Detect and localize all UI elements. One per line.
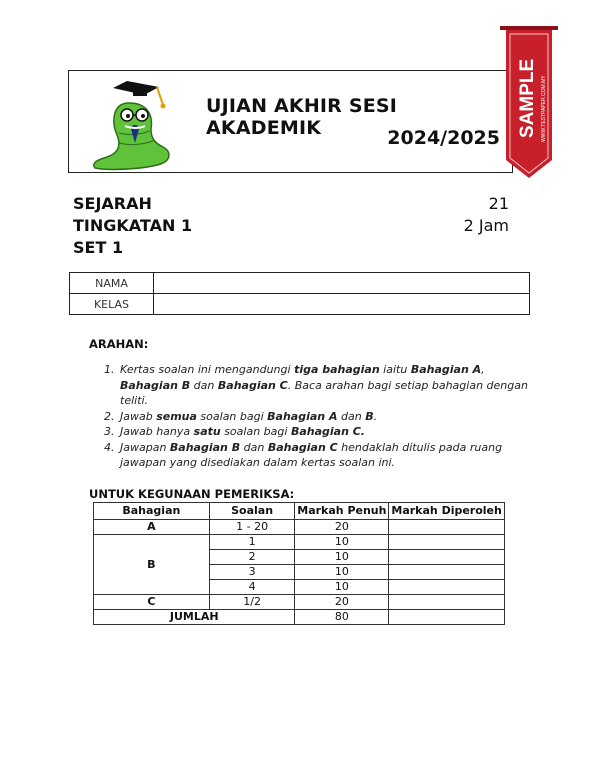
section-b-label: B: [94, 535, 210, 595]
section-a-label: A: [94, 520, 210, 535]
table-row: [94, 595, 505, 610]
instruction-text: . Baca arahan bagi setiap bahagian dengan teliti.: [120, 378, 528, 407]
instruction-text: Bahagian C: [267, 440, 338, 454]
subject-meta: [464, 193, 509, 237]
subject-block: [73, 193, 192, 259]
section-b-soalan: 3: [209, 565, 295, 580]
section-c-soalan: 1/2: [209, 595, 295, 610]
instruction-text: soalan bagi: [220, 425, 291, 438]
section-b-markah: 10: [295, 550, 389, 565]
instruction-text: ,: [481, 363, 485, 376]
instruction-text: semua: [156, 409, 197, 423]
table-header-row: [94, 503, 505, 520]
section-b-score-cell[interactable]: [389, 550, 505, 565]
name-field[interactable]: [154, 273, 530, 294]
examiner-heading: UNTUK KEGUNAAN PEMERIKSA:: [89, 487, 295, 501]
instruction-text: Bahagian C.: [290, 425, 365, 438]
instruction-text: Jawab: [120, 409, 157, 423]
ribbon-site: WWW.TESTPAPER.COM.MY: [541, 75, 547, 142]
instruction-text: Bahagian A: [410, 363, 482, 376]
section-c-markah: 20: [295, 595, 389, 610]
section-b-markah: 10: [295, 565, 389, 580]
exam-year: 2024/2025: [387, 127, 500, 149]
instruction-text: Kertas soalan ini mengandungi: [120, 363, 295, 376]
instruction-item: [118, 362, 528, 409]
name-label: NAMA: [70, 273, 154, 294]
instruction-text: Bahagian B: [120, 378, 191, 392]
section-a-soalan: 1 - 20: [209, 520, 295, 535]
instruction-text: Bahagian C: [217, 378, 288, 392]
instruction-text: .: [373, 409, 378, 423]
instruction-text: iaitu: [379, 363, 411, 376]
subject-set: SET 1: [73, 238, 124, 257]
subject-form: TINGKATAN 1: [73, 216, 193, 235]
col-bahagian: Bahagian: [94, 503, 210, 520]
col-soalan: Soalan: [209, 503, 295, 520]
class-row: [70, 294, 530, 315]
instruction-text: dan: [337, 409, 366, 423]
exam-title: UJIAN AKHIR SESI AKADEMIK: [206, 95, 398, 139]
instruction-text: Bahagian B: [169, 440, 241, 454]
section-c-score-cell[interactable]: [389, 595, 505, 610]
instruction-item: [118, 440, 528, 471]
name-row: [70, 273, 530, 294]
instruction-text: B: [365, 409, 374, 423]
instruction-item: [118, 424, 528, 440]
instruction-text: Bahagian A: [267, 409, 338, 423]
instruction-text: hendaklah ditulis pada ruang jawapan yang disediakan dalam kertas soalan ini.: [120, 440, 503, 469]
col-markah-diperoleh: Markah Diperoleh: [389, 503, 505, 520]
class-field[interactable]: [154, 294, 530, 315]
total-row: [94, 610, 505, 625]
instruction-text: dan: [240, 440, 268, 454]
section-c-label: C: [94, 595, 210, 610]
paper-duration: 2 Jam: [463, 216, 509, 235]
total-label: JUMLAH: [94, 610, 295, 625]
section-b-markah: 10: [295, 535, 389, 550]
instruction-text: soalan bagi: [196, 409, 268, 423]
instruction-text: satu: [193, 425, 221, 438]
section-a-score-cell[interactable]: [389, 520, 505, 535]
graduate-worm-mascot: [89, 73, 179, 171]
section-b-markah: 10: [295, 580, 389, 595]
ribbon-label: SAMPLE: [517, 58, 538, 138]
instruction-item: [118, 409, 528, 425]
table-row: [94, 535, 505, 550]
section-b-score-cell[interactable]: [389, 565, 505, 580]
paper-code: 21: [488, 194, 509, 213]
student-identity-table: [69, 272, 530, 315]
section-b-soalan: 1: [209, 535, 295, 550]
table-row: [94, 520, 505, 535]
subject-name: SEJARAH: [73, 194, 152, 213]
total-score-cell[interactable]: [389, 610, 505, 625]
instructions-heading: ARAHAN:: [89, 337, 149, 351]
instruction-text: Jawab hanya: [120, 425, 194, 438]
examiner-marks-table: [93, 502, 505, 625]
section-b-score-cell[interactable]: [389, 580, 505, 595]
section-a-markah: 20: [295, 520, 389, 535]
section-b-soalan: 4: [209, 580, 295, 595]
total-markah: 80: [295, 610, 389, 625]
class-label: KELAS: [70, 294, 154, 315]
sample-ribbon: [500, 10, 558, 180]
section-b-soalan: 2: [209, 550, 295, 565]
instructions-list: [96, 362, 528, 471]
instruction-text: dan: [190, 378, 218, 392]
col-markah-penuh: Markah Penuh: [295, 503, 389, 520]
header-box: [68, 70, 513, 173]
section-b-score-cell[interactable]: [389, 535, 505, 550]
instruction-text: Jawapan: [120, 440, 170, 454]
instruction-text: tiga bahagian: [294, 363, 380, 376]
